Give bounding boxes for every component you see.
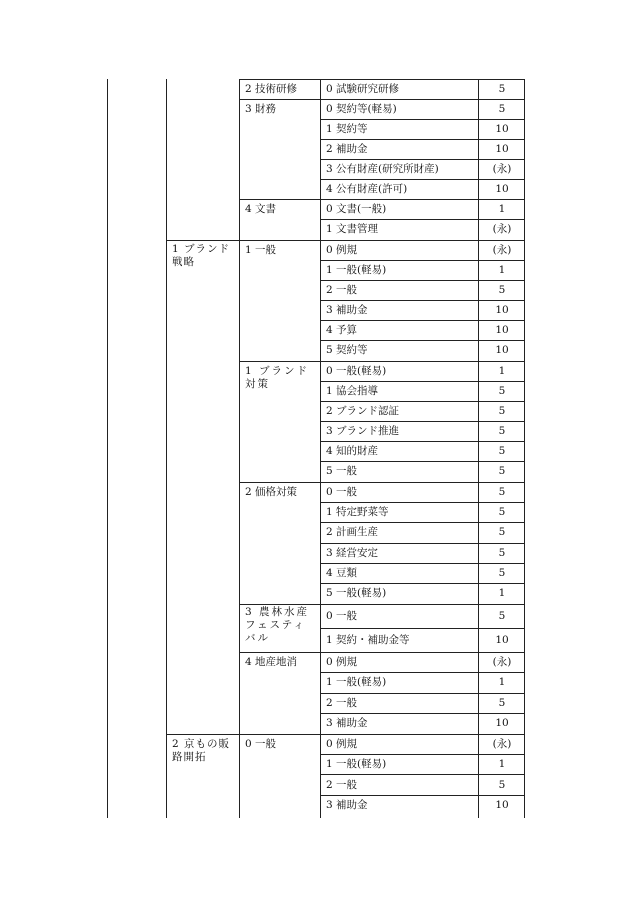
cell-c5: 5 — [498, 697, 506, 709]
row-line — [320, 340, 525, 341]
cell-c2: 2 京もの販路開拓 — [172, 738, 231, 763]
cell-c4: 2 ブランド認証 — [326, 405, 400, 417]
row-line — [320, 159, 525, 160]
row-line — [320, 260, 525, 261]
row-line — [320, 441, 525, 442]
cell-c5: 1 — [498, 587, 506, 599]
col-line-4 — [320, 79, 321, 818]
cell-c3: 2 価格対策 — [245, 486, 298, 498]
row-line — [320, 300, 525, 301]
cell-c4: 0 例規 — [326, 656, 358, 668]
cell-c4: 1 特定野菜等 — [326, 506, 389, 518]
cell-c5: 10 — [495, 123, 509, 135]
cell-c4: 0 試験研究研修 — [326, 83, 400, 95]
cell-c4: 2 一般 — [326, 779, 358, 791]
cell-c4: 2 計画生産 — [326, 526, 379, 538]
cell-c4: 0 一般 — [326, 610, 358, 622]
cell-c4: 3 補助金 — [326, 799, 368, 811]
cell-c5: 5 — [498, 83, 506, 95]
cell-c4: 1 契約・補助金等 — [326, 634, 410, 646]
cell-c4: 0 一般 — [326, 486, 358, 498]
row-line — [320, 774, 525, 775]
cell-c4: 0 例規 — [326, 738, 358, 750]
cell-c4: 3 公有財産(研究所財産) — [326, 163, 439, 175]
row-line — [320, 522, 525, 523]
cell-c5: 5 — [498, 486, 506, 498]
cell-c3: 3 農林水産フェスティバル — [245, 606, 310, 644]
cell-c5: 10 — [495, 143, 509, 155]
cell-c4: 4 公有財産(許可) — [326, 183, 408, 195]
cell-c5: 5 — [498, 547, 506, 559]
row-line — [320, 754, 525, 755]
cell-c3: 2 技術研修 — [245, 83, 298, 95]
cell-c5: 1 — [498, 676, 506, 688]
cell-c5: 10 — [495, 634, 509, 646]
cell-c5: 10 — [495, 183, 509, 195]
cell-c4: 1 協会指導 — [326, 385, 379, 397]
row-line — [320, 502, 525, 503]
cell-c4: 3 経営安定 — [326, 547, 379, 559]
cell-c5: 5 — [498, 567, 506, 579]
cell-c4: 1 一般(軽易) — [326, 264, 387, 276]
cell-c5: 10 — [495, 344, 509, 356]
cell-c5: 1 — [498, 203, 506, 215]
cell-c5: 10 — [495, 717, 509, 729]
cell-c5: (永) — [492, 244, 512, 256]
cell-c5: 5 — [498, 526, 506, 538]
cell-c4: 3 ブランド推進 — [326, 425, 400, 437]
row-line — [320, 563, 525, 564]
row-line — [239, 79, 525, 80]
cell-c3: 4 地産地消 — [245, 656, 298, 668]
row-line — [320, 179, 525, 180]
cell-c3: 4 文書 — [245, 203, 277, 215]
cell-c4: 1 一般(軽易) — [326, 758, 387, 770]
row-line — [320, 219, 525, 220]
cell-c5: 5 — [498, 385, 506, 397]
cell-c5: 1 — [498, 264, 506, 276]
cell-c4: 0 例規 — [326, 244, 358, 256]
row-line — [320, 320, 525, 321]
row-line — [320, 672, 525, 673]
cell-c5: 10 — [495, 799, 509, 811]
cell-c5: (永) — [492, 656, 512, 668]
row-line — [239, 361, 525, 362]
cell-c4: 1 文書管理 — [326, 223, 379, 235]
cell-c5: 5 — [498, 405, 506, 417]
cell-c3: 1 ブランド対策 — [245, 365, 310, 390]
row-line — [166, 240, 525, 241]
cell-c5: 5 — [498, 445, 506, 457]
row-line — [320, 795, 525, 796]
cell-c5: 5 — [498, 425, 506, 437]
cell-c4: 2 一般 — [326, 697, 358, 709]
cell-c5: 1 — [498, 758, 506, 770]
cell-c4: 0 一般(軽易) — [326, 365, 387, 377]
cell-c5: (永) — [492, 738, 512, 750]
cell-c3: 1 一般 — [245, 244, 277, 256]
cell-c4: 4 予算 — [326, 324, 358, 336]
row-line — [320, 421, 525, 422]
cell-c5: (永) — [492, 223, 512, 235]
cell-c4: 1 契約等 — [326, 123, 368, 135]
row-line — [239, 199, 525, 200]
cell-c4: 1 一般(軽易) — [326, 676, 387, 688]
cell-c5: 10 — [495, 324, 509, 336]
cell-c4: 0 文書(一般) — [326, 203, 387, 215]
row-line — [320, 401, 525, 402]
row-line — [320, 381, 525, 382]
row-line — [320, 280, 525, 281]
row-line — [320, 693, 525, 694]
cell-c3: 0 一般 — [245, 738, 277, 750]
row-line — [320, 583, 525, 584]
cell-c4: 0 契約等(軽易) — [326, 103, 397, 115]
cell-c5: 5 — [498, 779, 506, 791]
row-line — [166, 734, 525, 735]
row-line — [320, 628, 525, 629]
cell-c4: 5 一般(軽易) — [326, 587, 387, 599]
cell-c4: 3 補助金 — [326, 717, 368, 729]
cell-c4: 4 豆類 — [326, 567, 358, 579]
col-line-1 — [107, 79, 108, 818]
cell-c2: 1 ブランド戦略 — [172, 243, 231, 268]
cell-c4: 5 一般 — [326, 465, 358, 477]
cell-c4: 4 知的財産 — [326, 445, 379, 457]
cell-c5: 10 — [495, 304, 509, 316]
row-line — [239, 99, 525, 100]
cell-c5: 5 — [498, 103, 506, 115]
col-line-2 — [166, 79, 167, 818]
cell-c5: 5 — [498, 610, 506, 622]
row-line — [320, 119, 525, 120]
cell-c4: 5 契約等 — [326, 344, 368, 356]
cell-c5: 1 — [498, 365, 506, 377]
cell-c5: 5 — [498, 284, 506, 296]
row-line — [320, 139, 525, 140]
cell-c4: 2 一般 — [326, 284, 358, 296]
row-line — [320, 543, 525, 544]
cell-c4: 2 補助金 — [326, 143, 368, 155]
col-line-3 — [239, 79, 240, 818]
cell-c4: 3 補助金 — [326, 304, 368, 316]
row-line — [239, 604, 525, 605]
row-line — [320, 713, 525, 714]
cell-c5: (永) — [492, 163, 512, 175]
row-line — [239, 652, 525, 653]
cell-c5: 5 — [498, 465, 506, 477]
row-line — [239, 482, 525, 483]
row-line — [320, 461, 525, 462]
cell-c3: 3 財務 — [245, 103, 277, 115]
cell-c5: 5 — [498, 506, 506, 518]
